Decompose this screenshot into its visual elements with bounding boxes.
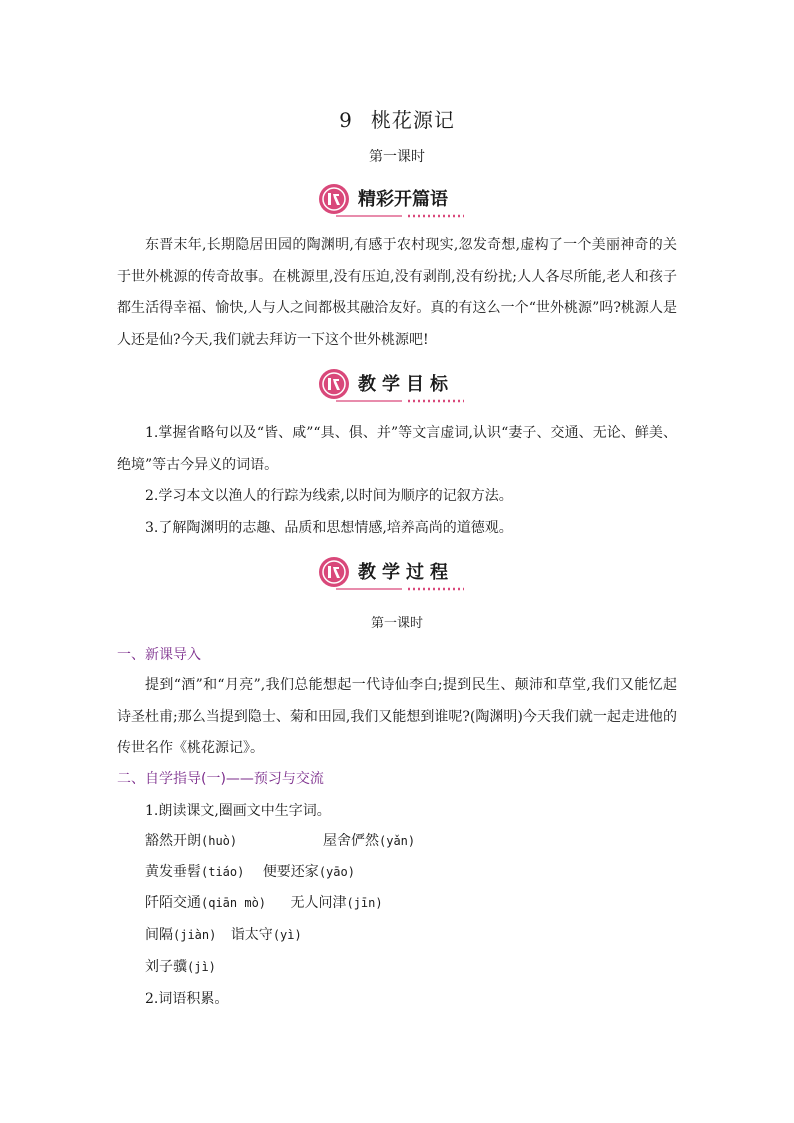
- vocab-row: [323, 830, 415, 850]
- lesson-title: [0, 104, 794, 133]
- goal-item: 3.了解陶渊明的志趣、品质和思想情感,培养高尚的道德观。: [145, 519, 513, 536]
- vocab-row: [145, 892, 383, 912]
- vocab-word: 便要还家: [262, 864, 319, 880]
- vocab-row: [145, 924, 302, 944]
- opening-paragraph: [117, 230, 677, 356]
- section-opening-header: [318, 183, 468, 221]
- vocab-word: 豁然开朗: [145, 833, 201, 849]
- section-goals-header: [318, 368, 468, 406]
- goal-item: 2.学习本文以渔人的行踪为线索,以时间为顺序的记叙方法。: [145, 488, 513, 504]
- vocab-pinyin: (jiàn): [173, 928, 217, 942]
- vocab-word: 间隔: [145, 927, 173, 943]
- goal-item: 1.掌握省略句以及“皆、咸”“具、俱、并”等文言虚词,认识“妻子、交通、无论、鲜美、绝境”等古今异义的词语。: [117, 425, 677, 473]
- section-process-label: 教学过程: [358, 562, 454, 583]
- vocab-pinyin: (jīn): [346, 896, 383, 910]
- vocab-pinyin: (tiáo): [201, 865, 245, 879]
- section-opening-label: 精彩开篇语: [358, 189, 448, 210]
- goals-list: [117, 418, 677, 544]
- section-underline: [336, 213, 464, 219]
- vocab-word: 屋舍俨然: [323, 833, 379, 849]
- section-badge-icon: [318, 556, 350, 588]
- part2-step1: 1.朗读课文,圈画文中生字词。: [145, 803, 331, 819]
- vocab-word: 黄发垂髫: [145, 864, 201, 880]
- vocab-pinyin: (huò): [201, 834, 238, 848]
- vocab-word: 阡陌交通: [145, 895, 201, 911]
- part1-heading: 一、新课导入: [117, 647, 201, 663]
- section-process-header: [318, 556, 468, 594]
- vocab-pinyin: (yǎn): [379, 834, 416, 848]
- part1-paragraph: [117, 670, 677, 765]
- section-underline: [336, 586, 464, 592]
- section-underline: [336, 398, 464, 404]
- vocab-pinyin: (qiān mò): [201, 896, 267, 910]
- part2-step2: 2.词语积累。: [145, 991, 229, 1007]
- section-badge-icon: [318, 183, 350, 215]
- lesson-title-text: 桃花源记: [370, 108, 455, 132]
- part2-heading: 二、自学指导(一)——预习与交流: [117, 771, 324, 787]
- vocab-row: [145, 861, 355, 881]
- section-badge-icon: [318, 368, 350, 400]
- section-goals-label: 教学目标: [358, 374, 454, 395]
- lesson-subtitle: 第一课时: [369, 149, 425, 165]
- vocab-word: 诣太守: [230, 927, 273, 943]
- process-session-label: 第一课时: [370, 616, 423, 631]
- vocab-word: 无人问津: [290, 895, 347, 911]
- vocab-row: [145, 830, 237, 850]
- vocab-word: 刘子骥: [145, 959, 187, 975]
- vocab-pinyin: (jì): [187, 960, 216, 974]
- vocab-pinyin: (yāo): [318, 865, 355, 879]
- lesson-number: 9: [339, 108, 353, 132]
- part1-text: 提到“酒”和“月亮”,我们总能想起一代诗仙李白;提到民生、颠沛和草堂,我们又能忆起诗圣杜甫;那么当提到隐士、菊和田园,我们又能想到谁呢?(陶渊明)今天我们就一起走进他的传世名作《桃花源记》。: [117, 677, 677, 756]
- vocab-pinyin: (yì): [272, 928, 302, 942]
- vocab-row: [145, 956, 216, 976]
- opening-text: 东晋末年,长期隐居田园的陶渊明,有感于农村现实,忽发奇想,虚构了一个美丽神奇的关于世外桃源的传奇故事。在桃源里,没有压迫,没有剥削,没有纷扰;人人各尽所能,老人和孩子都生活得幸福、愉快,人与人之间都极其融洽友好。真的有这么一个“世外桃源”吗?桃源人是人还是仙?今天,我们就去拜访一下这个世外桃源吧!: [117, 237, 677, 348]
